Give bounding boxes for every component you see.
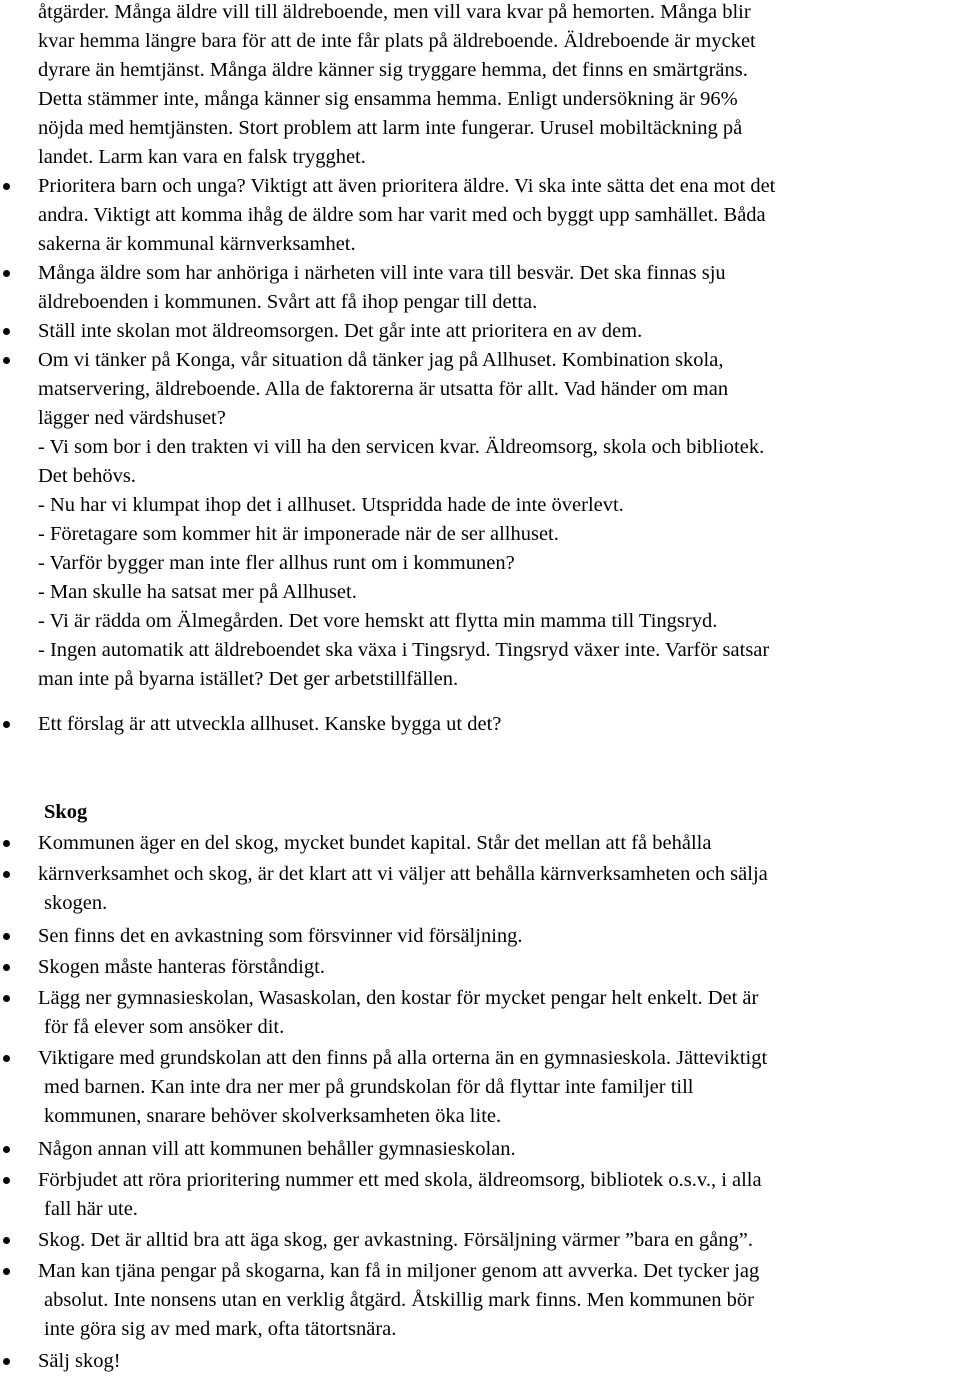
bullet-icon [3,328,10,335]
list-item-text: Förbjudet att röra prioritering nummer ett med skola, äldreomsorg, bibliotek o.s.v., i alla [38,1169,762,1191]
text-line: åtgärder. Många äldre vill till äldreboende, men vill vara kvar på hemorten. Många blir [38,1,751,23]
text-line: - Ingen automatik att äldreboendet ska växa i Tingsryd. Tingsryd växer inte. Varför satsar [38,639,770,661]
text-line: - Man skulle ha satsat mer på Allhuset. [38,581,357,603]
list-item-text: Ett förslag är att utveckla allhuset. Kanske bygga ut det? [38,713,502,735]
bullet-icon [3,1237,10,1244]
text-line: skogen. [44,892,108,914]
text-line: absolut. Inte nonsens utan en verklig åtgärd. Åtskillig mark finns. Men kommunen bör [44,1289,754,1311]
bullet-icon [3,1177,10,1184]
list-item-text: Viktigare med grundskolan att den finns på alla orterna än en gymnasieskola. Jätteviktigt [38,1047,768,1069]
list-item-text: Sen finns det en avkastning som försvinner vid försäljning. [38,925,523,947]
list-item-text: Skogen måste hanteras förståndigt. [38,956,325,978]
bullet-icon [3,840,10,847]
list-item-text: kärnverksamhet och skog, är det klart att vi väljer att behålla kärnverksamheten och sälja [38,863,768,885]
bullet-icon [3,1146,10,1153]
list-item-text: Ställ inte skolan mot äldreomsorgen. Det går inte att prioritera en av dem. [38,320,643,342]
text-line: - Företagare som kommer hit är imponerade när de ser allhuset. [38,523,559,545]
list-item-text: Kommunen äger en del skog, mycket bundet kapital. Står det mellan att få behålla [38,832,712,854]
text-line: - Varför bygger man inte fler allhus runt om i kommunen? [38,552,515,574]
text-line: - Vi är rädda om Älmegården. Det vore hemskt att flytta min mamma till Tingsryd. [38,610,718,632]
bullet-icon [3,1268,10,1275]
list-item-text: Om vi tänker på Konga, vår situation då tänker jag på Allhuset. Kombination skola, [38,349,724,371]
text-line: för få elever som ansöker dit. [44,1016,285,1038]
text-line: landet. Larm kan vara en falsk trygghet. [38,146,366,168]
list-item-text: Sälj skog! [38,1350,121,1372]
bullet-icon [3,721,10,728]
text-line: dyrare än hemtjänst. Många äldre känner sig tryggare hemma, det finns en smärtgräns. [38,59,748,81]
bullet-icon [3,964,10,971]
bullet-icon [3,270,10,277]
list-item-text: Någon annan vill att kommunen behåller gymnasieskolan. [38,1138,516,1160]
bullet-icon [3,995,10,1002]
list-item-text: Prioritera barn och unga? Viktigt att även prioritera äldre. Vi ska inte sätta det ena mot det [38,175,776,197]
text-line: äldreboenden i kommunen. Svårt att få ihop pengar till detta. [38,291,538,313]
list-item-text: Man kan tjäna pengar på skogarna, kan få in miljoner genom att avverka. Det tycker jag [38,1260,760,1282]
text-line: Det behövs. [38,465,136,487]
text-line: kommunen, snarare behöver skolverksamheten öka lite. [44,1105,502,1127]
text-line: - Vi som bor i den trakten vi vill ha den servicen kvar. Äldreomsorg, skola och bibliotek. [38,436,765,458]
bullet-icon [3,183,10,190]
text-line: lägger ned värdshuset? [38,407,226,429]
text-line: nöjda med hemtjänsten. Stort problem att larm inte fungerar. Urusel mobiltäckning på [38,117,743,139]
text-line: andra. Viktigt att komma ihåg de äldre som har varit med och byggt upp samhället. Båda [38,204,766,226]
text-line: sakerna är kommunal kärnverksamhet. [38,233,356,255]
bullet-icon [3,1358,10,1365]
list-item-text: Skog. Det är alltid bra att äga skog, ger avkastning. Försäljning värmer ”bara en gång”. [38,1229,753,1251]
text-line: Detta stämmer inte, många känner sig ensamma hemma. Enligt undersökning är 96% [38,88,738,110]
bullet-icon [3,1055,10,1062]
section-heading: Skog [44,801,88,823]
text-line: man inte på byarna istället? Det ger arbetstillfällen. [38,668,459,690]
list-item-text: Många äldre som har anhöriga i närheten vill inte vara till besvär. Det ska finnas sju [38,262,726,284]
text-line: med barnen. Kan inte dra ner mer på grundskolan för då flyttar inte familjer till [44,1076,694,1098]
text-line: matservering, äldreboende. Alla de faktorerna är utsatta för allt. Vad händer om man [38,378,729,400]
text-line: kvar hemma längre bara för att de inte får plats på äldreboende. Äldreboende är mycket [38,30,756,52]
bullet-icon [3,933,10,940]
list-item-text: Lägg ner gymnasieskolan, Wasaskolan, den kostar för mycket pengar helt enkelt. Det är [38,987,759,1009]
bullet-icon [3,357,10,364]
text-line: - Nu har vi klumpat ihop det i allhuset. Utspridda hade de inte överlevt. [38,494,624,516]
text-line: fall här ute. [44,1198,138,1220]
text-line: inte göra sig av med mark, ofta tätortsnära. [44,1318,397,1340]
bullet-icon [3,871,10,878]
